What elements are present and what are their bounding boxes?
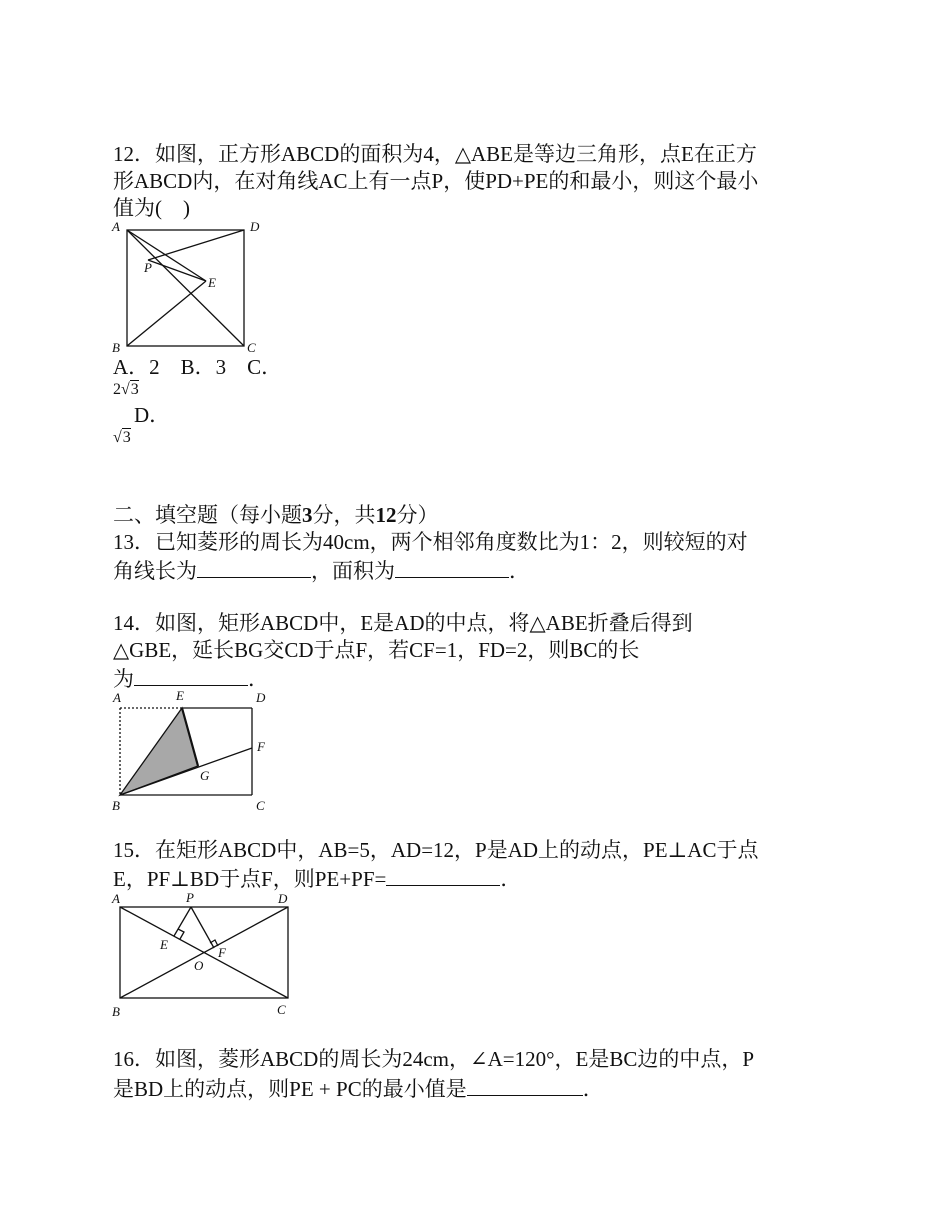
q16-text-b: ．: [582, 1077, 604, 1101]
section-heading: [113, 501, 439, 529]
q15-text-a: E，PF⊥BD于点F，则PE+PF=: [113, 867, 387, 891]
q12-label-c: C: [247, 340, 256, 355]
q12-label-e: E: [208, 275, 216, 290]
q13-answer-blank-2[interactable]: [395, 555, 509, 578]
q16-line2: [113, 1073, 604, 1103]
q15-answer-blank[interactable]: [386, 863, 500, 886]
q12-line2: 形ABCD内，在对角线AC上有一点P，使PD+PE的和最小，则这个最小: [113, 169, 759, 193]
q14-label-f: F: [257, 739, 265, 754]
q15-text-b: ．: [500, 867, 522, 891]
section-points-total: 12: [375, 503, 397, 527]
q12-label-d: D: [250, 219, 260, 234]
section-prefix: 二、填空题（每小题: [113, 503, 302, 527]
q14-label-c: C: [256, 798, 265, 813]
q14-figure: [110, 688, 280, 813]
q12-option-d-value: [113, 429, 131, 447]
q14-text-a: 为: [113, 667, 134, 691]
q13-text-c: ．: [509, 559, 530, 583]
q14-label-g: G: [200, 768, 210, 783]
q16-text-a: 是BD上的动点，则PE + PC的最小值是: [113, 1077, 467, 1101]
q14-label-d: D: [256, 690, 266, 705]
q12-label-b: B: [112, 340, 120, 355]
q12-option-c-coef: 2: [113, 381, 121, 398]
sqrt-icon: √: [121, 381, 130, 398]
q12-options-line: A．2 B．3 C．: [113, 355, 283, 379]
q15-label-p: P: [186, 890, 194, 905]
q15-label-e: E: [160, 937, 168, 952]
q14-answer-blank[interactable]: [134, 663, 248, 686]
q16-answer-blank[interactable]: [467, 1073, 583, 1096]
q12-option-d: D．: [134, 403, 171, 427]
q13-line2: [113, 555, 530, 585]
q12-figure: [110, 220, 270, 355]
q15-label-f: F: [218, 945, 226, 960]
q15-label-b: B: [112, 1004, 120, 1019]
q13-line1: 13．已知菱形的周长为40cm，两个相邻角度数比为1：2，则较短的对: [113, 530, 748, 554]
q14-label-e: E: [176, 688, 184, 703]
q13-text-a: 角线长为: [113, 559, 197, 583]
section-mid: 分，共: [312, 503, 376, 527]
q13-text-b: ，面积为: [311, 559, 395, 583]
q15-label-o: O: [194, 958, 204, 973]
section-points-each: 3: [302, 503, 313, 527]
q12-label-p: P: [144, 260, 152, 275]
sqrt-icon: √: [113, 429, 122, 446]
q15-label-a: A: [112, 891, 120, 906]
q15-label-d: D: [278, 891, 288, 906]
q16-line1: 16．如图，菱形ABCD的周长为24cm，∠A=120°，E是BC边的中点，P: [113, 1047, 755, 1071]
q13-answer-blank-1[interactable]: [197, 555, 311, 578]
q12-option-c-radicand: 3: [130, 381, 139, 398]
q12-label-a: A: [112, 219, 120, 234]
q14-label-a: A: [113, 690, 121, 705]
q14-label-b: B: [112, 798, 120, 813]
q12-option-c-value: [113, 381, 139, 399]
q12-option-d-radicand: 3: [122, 429, 131, 446]
q14-line2: △GBE，延长BG交CD于点F，若CF=1，FD=2，则BC的长: [113, 638, 640, 662]
q12-line3: 值为( ): [113, 196, 190, 220]
q12-line1: 12．如图，正方形ABCD的面积为4，△ABE是等边三角形，点E在正方: [113, 142, 757, 166]
q14-text-b: ．: [248, 667, 269, 691]
q15-figure: [110, 890, 300, 1020]
q15-line2: [113, 863, 521, 893]
q15-line1: 15．在矩形ABCD中，AB=5，AD=12，P是AD上的动点，PE⊥AC于点: [113, 838, 759, 862]
q15-label-c: C: [277, 1002, 286, 1017]
q14-line1: 14．如图，矩形ABCD中，E是AD的中点，将△ABE折叠后得到: [113, 611, 693, 635]
section-suffix: 分）: [396, 503, 439, 527]
